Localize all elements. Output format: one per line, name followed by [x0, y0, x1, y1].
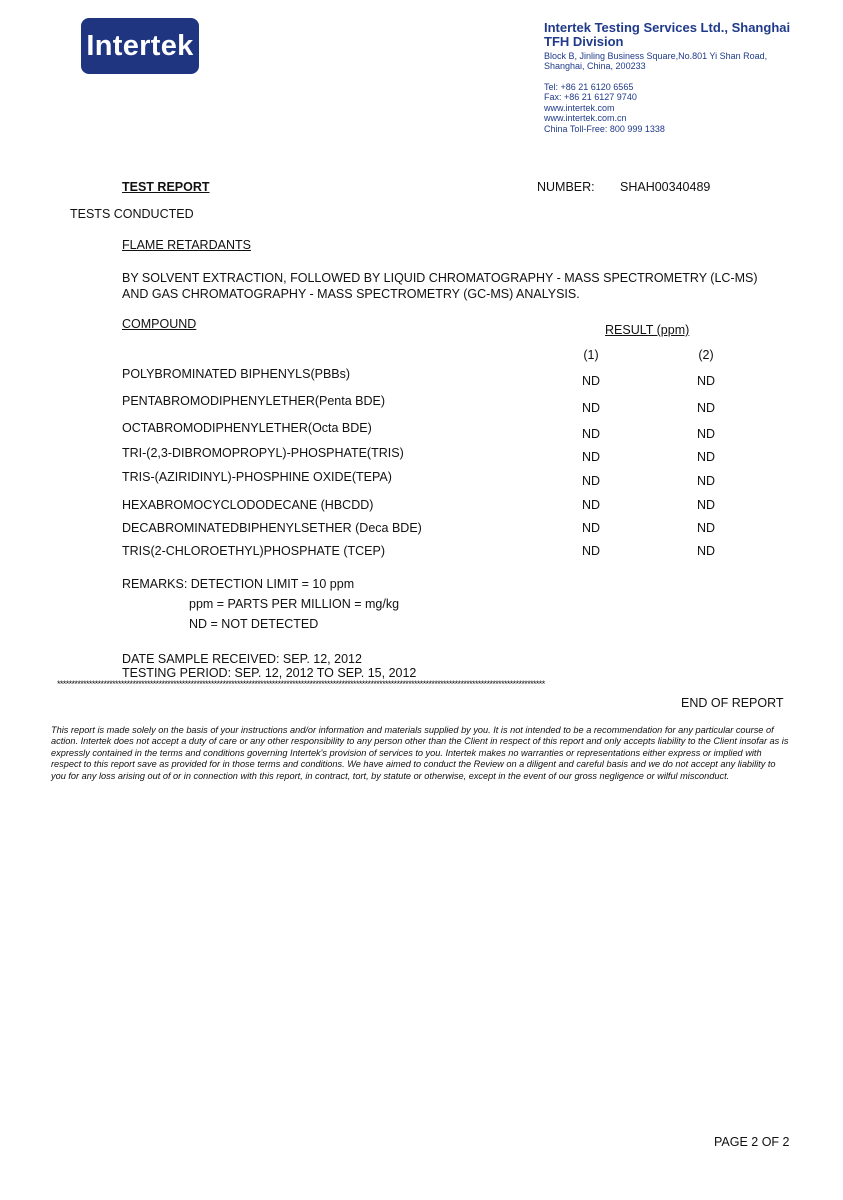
result-1: ND — [581, 401, 601, 415]
result-2: ND — [696, 498, 716, 512]
tests-conducted-heading: TESTS CONDUCTED — [70, 207, 194, 221]
report-number-label: NUMBER: — [537, 180, 595, 194]
company-name — [544, 21, 790, 49]
column-2-header: (2) — [698, 348, 714, 362]
address-line2: Shanghai, China, 200233 — [544, 61, 646, 71]
result-1: ND — [581, 474, 601, 488]
compound-name: TRIS-(AZIRIDINYL)-PHOSPHINE OXIDE(TEPA) — [122, 470, 392, 484]
company-name-line1: Intertek Testing Services Ltd., Shanghai — [544, 20, 791, 35]
remarks-nd-definition: ND = NOT DETECTED — [189, 617, 319, 631]
result-1: ND — [581, 374, 601, 388]
report-title: TEST REPORT — [122, 180, 210, 194]
end-of-report: END OF REPORT — [681, 696, 784, 710]
section-title: FLAME RETARDANTS — [122, 238, 251, 252]
compound-name: PENTABROMODIPHENYLETHER(Penta BDE) — [122, 394, 386, 408]
result-2: ND — [696, 544, 716, 558]
result-2: ND — [696, 401, 716, 415]
result-1: ND — [581, 427, 601, 441]
intertek-logo: Intertek — [81, 18, 199, 74]
company-division: TFH Division — [544, 34, 624, 49]
compound-name: POLYBROMINATED BIPHENYLS(PBBs) — [122, 367, 351, 381]
page-number: PAGE 2 OF 2 — [714, 1135, 790, 1149]
result-2: ND — [696, 374, 716, 388]
remarks-detection-limit: REMARKS: DETECTION LIMIT = 10 ppm — [122, 577, 355, 591]
compound-name: TRI-(2,3-DIBROMOPROPYL)-PHOSPHATE(TRIS) — [122, 446, 404, 460]
method-line2: AND GAS CHROMATOGRAPHY - MASS SPECTROMETRY (GC-MS) ANALYSIS. — [122, 287, 580, 301]
testing-period: TESTING PERIOD: SEP. 12, 2012 TO SEP. 15, 2012 — [122, 666, 417, 680]
report-number-value: SHAH00340489 — [620, 180, 711, 194]
result-1: ND — [581, 498, 601, 512]
contact-tel: Tel: +86 21 6120 6565 — [544, 82, 634, 92]
address-line1: Block B, Jinling Business Square,No.801 Yi Shan Road, — [544, 51, 768, 61]
result-1: ND — [581, 544, 601, 558]
star-divider: ************************************************************************************************************************************************************************ — [57, 679, 545, 689]
column-1-header: (1) — [583, 348, 599, 362]
date-sample-received: DATE SAMPLE RECEIVED: SEP. 12, 2012 — [122, 652, 362, 666]
compound-name: HEXABROMOCYCLODODECANE (HBCDD) — [122, 498, 374, 512]
result-2: ND — [696, 450, 716, 464]
method-line1: BY SOLVENT EXTRACTION, FOLLOWED BY LIQUID CHROMATOGRAPHY - MASS SPECTROMETRY (LC-MS) — [122, 271, 758, 285]
result-1: ND — [581, 521, 601, 535]
contact-tollfree: China Toll-Free: 800 999 1338 — [544, 123, 665, 134]
compound-name: TRIS(2-CHLOROETHYL)PHOSPHATE (TCEP) — [122, 544, 385, 558]
company-contact — [544, 82, 665, 134]
remarks-ppm-definition: ppm = PARTS PER MILLION = mg/kg — [189, 597, 400, 611]
result-2: ND — [696, 521, 716, 535]
compound-name: OCTABROMODIPHENYLETHER(Octa BDE) — [122, 421, 372, 435]
compound-header: COMPOUND — [122, 317, 197, 331]
result-header: RESULT (ppm) — [605, 323, 690, 337]
result-1: ND — [581, 450, 601, 464]
compound-name: DECABROMINATEDBIPHENYLSETHER (Deca BDE) — [122, 521, 422, 535]
result-2: ND — [696, 427, 716, 441]
contact-web2[interactable]: www.intertek.com.cn — [544, 113, 627, 124]
contact-web1[interactable]: www.intertek.com — [544, 102, 615, 113]
result-2: ND — [696, 474, 716, 488]
contact-fax: Fax: +86 21 6127 9740 — [544, 92, 637, 103]
disclaimer-text: This report is made solely on the basis of your instructions and/or information and materials supplied by you. It is not intended to be a recommendation for any particular course of action. Intertek does not accept a duty of care or any other responsibility to any person other than the Client in respect of this report and only accepts liability to the Client insofar as is expressly contained in the terms and conditions governing Intertek's provision of services to you. Intertek makes no warranties or representations either express or implied with respect to this report save as provided for in those terms and conditions. We have aimed to conduct the Review on a diligent and careful basis and we do not accept any liability to you for any loss arising out of or in connection with this report, in contract, tort, by statute or otherwise, except in the event of our gross negligence or wilful misconduct. — [51, 725, 789, 781]
company-address — [544, 51, 767, 71]
